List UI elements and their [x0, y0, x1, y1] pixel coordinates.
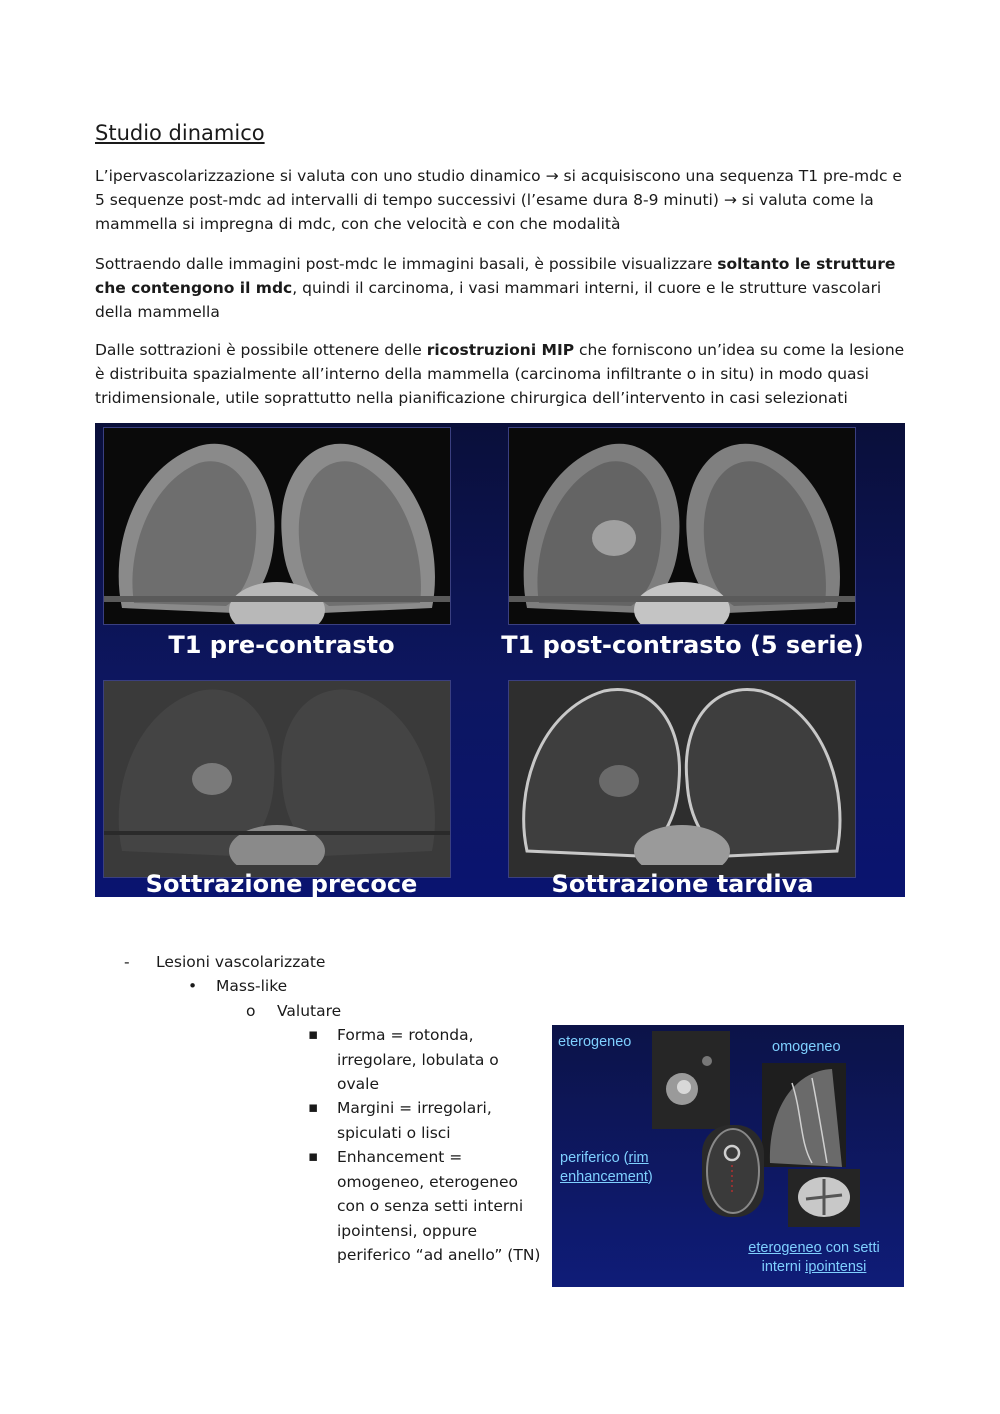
mri-subtraction-late: [508, 680, 856, 878]
list-level2: Mass-like: [216, 977, 288, 995]
caption-subtraction-late: Sottrazione tardiva: [551, 870, 814, 898]
thumb-homogeneous: [762, 1063, 846, 1167]
bold-run: soltanto le strutture che contengono il mdc: [95, 255, 896, 297]
text-run: , quindi il carcinoma, i vasi mammari interni, il cuore e le strutture vascolari della mammella: [95, 279, 882, 321]
list-item-forma: Forma = rotonda, irregolare, lobulata o ovale: [337, 1026, 499, 1093]
text-run: Dalle sottrazioni è possibile ottenere delle: [95, 341, 427, 359]
label-text: rim: [628, 1150, 649, 1166]
thumb-septa: [788, 1169, 860, 1227]
text-run: che forniscono un’idea su come la lesione è distribuita spazialmente all’interno della mammella (carcinoma infiltrante o in situ) in modo quasi tridimensionale, utile soprattutto nella pianificazione chirurgica dell’intervento in casi selezionati: [95, 341, 905, 407]
list-bullet-square: ▪: [308, 1025, 319, 1043]
bold-run: ricostruzioni MIP: [426, 341, 575, 359]
paragraph-dynamic-study: L’ipervascolarizzazione si valuta con uno studio dinamico → si acquisiscono una sequenza T1 pre-mdc e 5 sequenze post-mdc ad intervalli di tempo successivi (l’esame dura 8-9 minuti) → si valuta come la mammella si impregna di mdc, con che velocità e con che modalità: [95, 167, 902, 233]
label-text: con setti: [821, 1240, 880, 1256]
label-text: interni: [761, 1259, 806, 1275]
list-item-margini: Margini = irregolari, spiculati o lisci: [337, 1099, 492, 1142]
label-septa: [730, 1239, 898, 1277]
caption-t1-pre: T1 pre-contrasto: [168, 631, 395, 659]
list-level1: Lesioni vascolarizzate: [156, 953, 326, 971]
thumb-heterogeneous: [652, 1031, 730, 1129]
label-eterogeneo: eterogeneo: [558, 1034, 632, 1050]
label-text: eterogeneo: [748, 1240, 822, 1256]
label-text: enhancement: [560, 1169, 648, 1185]
label-periferico: [560, 1149, 653, 1187]
paragraph-subtraction: [95, 252, 905, 324]
thumb-rim: [702, 1125, 764, 1217]
caption-t1-post: T1 post-contrasto (5 serie): [501, 631, 864, 659]
label-text: ipointensi: [805, 1259, 867, 1275]
mri-t1-pre: [103, 427, 451, 625]
list-bullet-o: o: [246, 1002, 256, 1020]
label-text: ): [647, 1169, 653, 1185]
label-omogeneo: omogeneo: [772, 1039, 841, 1055]
mri-comparison-figure: [95, 423, 905, 897]
page-title: Studio dinamico: [95, 121, 265, 145]
text-run: Sottraendo dalle immagini post-mdc le immagini basali, è possibile visualizzare: [95, 255, 718, 273]
enhancement-patterns-figure: [552, 1025, 904, 1287]
paragraph-mip: [95, 338, 905, 410]
label-text: periferico (: [560, 1150, 629, 1166]
list-item-enhancement: Enhancement = omogeneo, eterogeneo con o senza setti interni ipointensi, oppure periferico “ad anello” (TN): [337, 1148, 541, 1264]
list-level3: Valutare: [277, 1002, 342, 1020]
list-dash: -: [124, 953, 130, 971]
mri-t1-post: [508, 427, 856, 625]
list-bullet-square: ▪: [308, 1147, 319, 1165]
list-bullet-square: ▪: [308, 1098, 319, 1116]
list-bullet-dot: •: [188, 977, 198, 995]
mri-subtraction-early: [103, 680, 451, 878]
caption-subtraction-early: Sottrazione precoce: [145, 870, 418, 898]
